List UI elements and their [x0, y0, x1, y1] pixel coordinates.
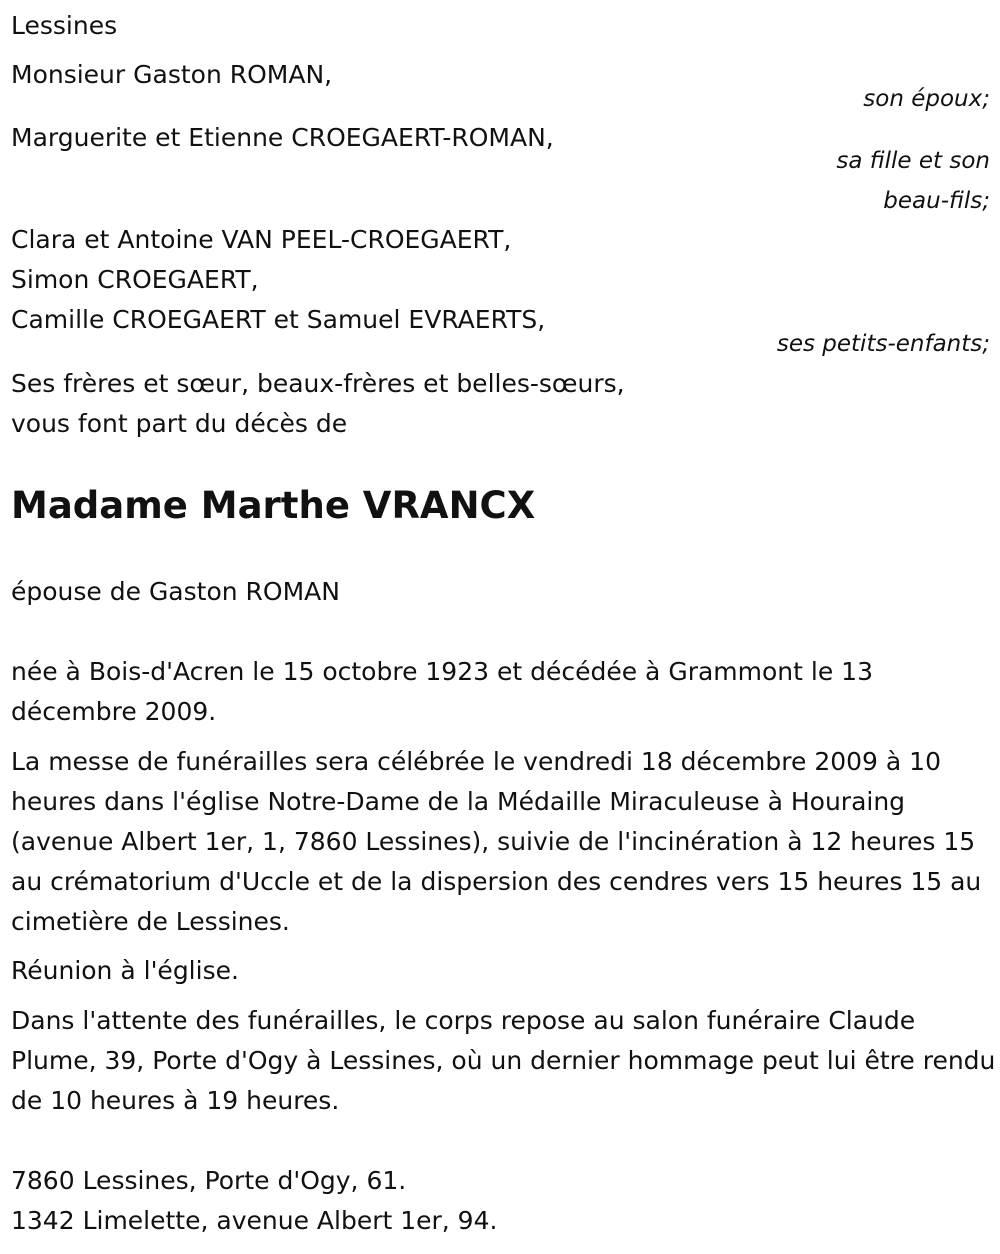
daughter-role-line2: beau-fils;	[883, 188, 990, 214]
deceased-name: Madame Marthe VRANCX	[11, 484, 536, 527]
address-line: 7860 Lessines, Porte d'Ogy, 61.	[11, 1166, 407, 1195]
city-heading: Lessines	[11, 11, 118, 40]
address-line: 1342 Limelette, avenue Albert 1er, 94.	[11, 1206, 498, 1235]
viewing-paragraph: Dans l'attente des funérailles, le corps repose au salon funéraire Claude Plume, 39, Porte d'Ogy à Lessines, où un dernier hommage peut lui être rendu de 10 heures à 19 heures.	[11, 1006, 996, 1115]
daughter-role-line1: sa fille et son	[836, 148, 990, 174]
spouse-role: son époux;	[863, 86, 990, 112]
grandchildren-role: ses petits-enfants;	[776, 331, 990, 357]
spouse-name: Monsieur Gaston ROMAN,	[11, 60, 333, 89]
announcement-line: vous font part du décès de	[11, 409, 348, 438]
grandchild-line: Simon CROEGAERT,	[11, 265, 259, 294]
spouse-of-line: épouse de Gaston ROMAN	[11, 577, 340, 606]
mass-paragraph: La messe de funérailles sera célébrée le vendredi 18 décembre 2009 à 10 heures dans l'église Notre-Dame de la Médaille Miraculeuse à Houraing (avenue Albert 1er, 1, 7860 Lessines), suivie de l'incinération à 12 heures 15 au crématorium d'Uccle et de la dispersion des cendres vers 15 heures 15 au cimetière de Lessines.	[11, 747, 982, 936]
grandchild-line: Camille CROEGAERT et Samuel EVRAERTS,	[11, 305, 546, 334]
siblings-line: Ses frères et sœur, beaux-frères et belles-sœurs,	[11, 369, 625, 398]
meeting-paragraph: Réunion à l'église.	[11, 956, 239, 985]
birth-death-paragraph: née à Bois-d'Acren le 15 octobre 1923 et décédée à Grammont le 13 décembre 2009.	[11, 657, 873, 726]
grandchild-line: Clara et Antoine VAN PEEL-CROEGAERT,	[11, 225, 512, 254]
daughter-name: Marguerite et Etienne CROEGAERT-ROMAN,	[11, 123, 554, 152]
